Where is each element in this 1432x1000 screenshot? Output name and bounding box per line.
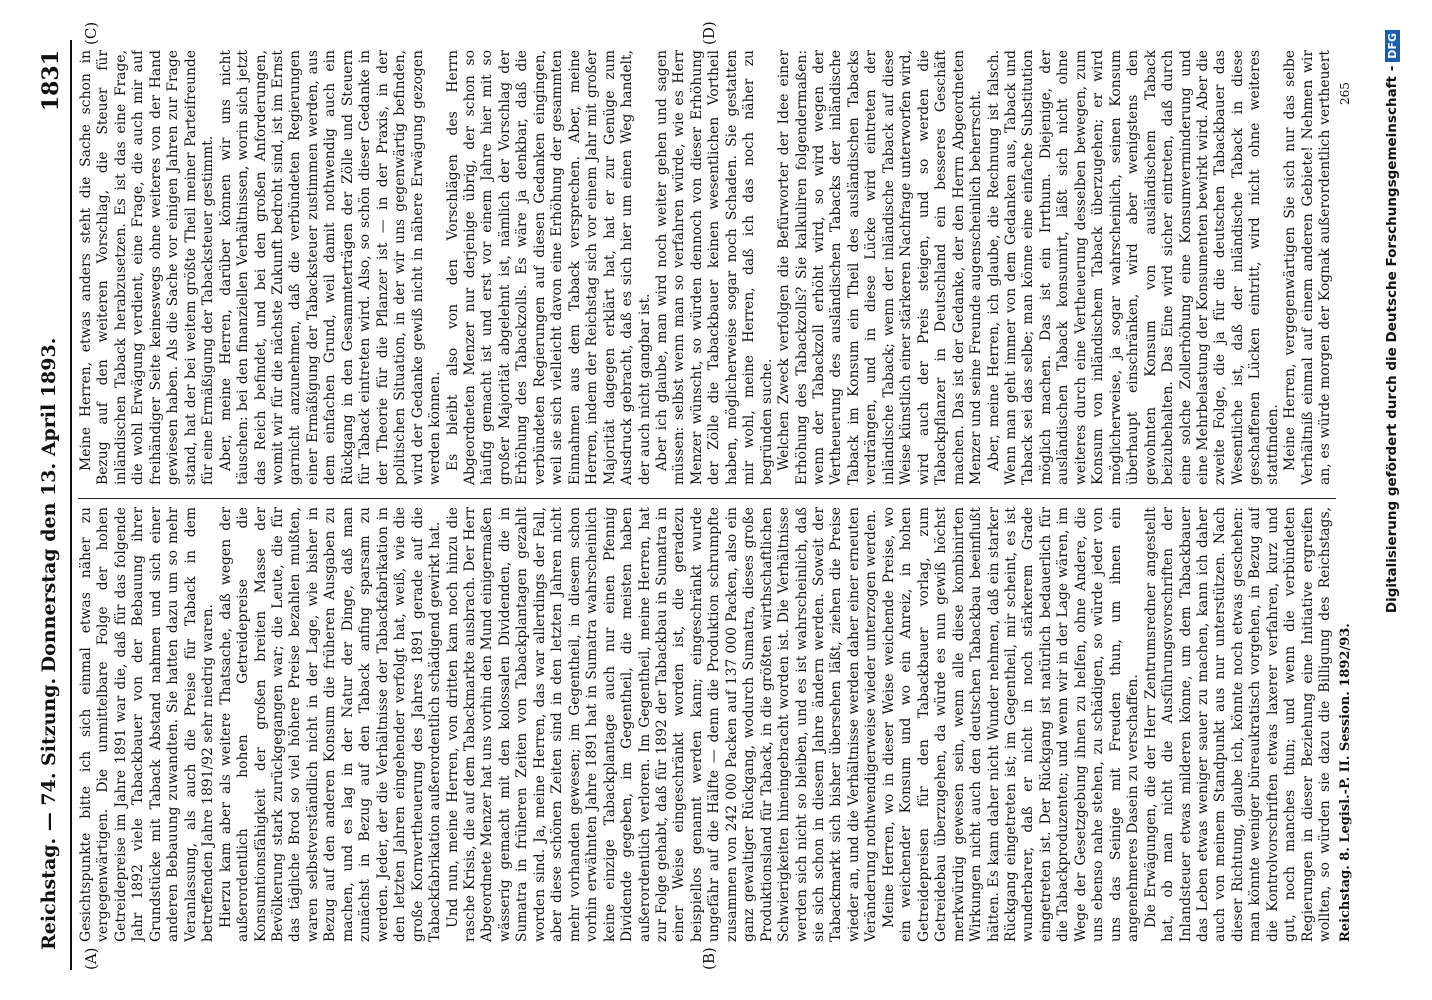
header-page-number: 1831: [38, 50, 64, 112]
left-paragraph-4: Meine Herren, wo in dieser Weise weichende Preise, wo ein weichender Konsum und wo ein Anreiz, in hohen Getreidepreisen für den Tabackbauer vorlag, zum Getreidebau überzugehen, da würde es nun gewiß höchst merkwürdig gewesen sein, wenn alle diese kombinirten Wirkungen nicht auch den deutschen Tabackbau beeinflußt hätten. Es kann daher nicht Wunder nehmen, daß ein starker Rückgang eingetreten ist; im Gegentheil, mir scheint, es ist wunderbarer, daß er nicht in noch stärkerem Grade eingetreten ist. Der Rückgang ist natürlich bedauerlich für die Tabackproduzenten; und wenn wir in der Lage wären, im Wege der Gesetzgebung ihnen zu helfen, ohne Andere, die uns ebenso nahe stehen, zu schädigen, so würde jeder von uns das Seinige mit Freuden thun, um ihnen ein angenehmeres Dasein zu verschaffen.: [880, 507, 1142, 942]
right-paragraph-3: Es bleibt also von den Vorschlägen des Herrn Abgeordneten Menzer nur derjenige übrig, der schon so häufig gemacht ist und erst vor einem Jahre hier mit so großer Majorität abgelehnt ist, nämlich der Vorschlag der Erhöhung des Tabackzolls. Es wäre ja denkbar, daß die verbündeten Regierungen auf diesen Gedanken eingingen, weil sie sich vielleicht davon eine Erhöhung der gesammten Einnahmen aus dem Taback versprechen. Aber, meine Herren, indem der Reichstag sich vor einem Jahr mit großer Majorität dagegen erklärt hat, hat er zur Genüge zum Ausdruck gebracht, daß es sich hier um einen Weg handelt, der auch nicht gangbar ist.: [444, 50, 653, 485]
margin-marker-a: (A): [82, 947, 100, 970]
left-paragraph-5: Die Erwägungen, die der Herr Zentrumsredner angestellt hat, ob man nicht die Ausführungsvorschriften der Inlandsteuer etwas milderen könne, um dem Tabackbauer das Leben etwas weniger sauer zu machen, kann ich daher auch von meinem Standpunkt aus nur unterstützen. Nach dieser Richtung, glaube ich, könnte noch etwas geschehen: man könnte weniger büreaukratisch vorgehen, in Bezug auf die Kontrolvorschriften etwas laxerer verfahren, kurz und gut, noch manches thun; und wenn die verbündeten Regierungen in dieser Beziehung eine Initiative ergreifen wollten, so würden sie dazu die Billigung des Reichstags,: [1142, 507, 1334, 942]
footer-page-number: 265: [1338, 82, 1352, 105]
margin-marker-b: (B): [700, 947, 718, 970]
left-paragraph-3: Und nun, meine Herren, von dritten kam noch hinzu die rasche Krisis, die auf dem Tabackmarkte ausbrach. Der Herr Abgeordnete Menzer hat uns vorhin den Mund einigermaßen wässerig gemacht mit den kolossalen Dividenden, die in Sumatra in früheren Zeiten von Tabackplantagen gezahlt worden sind. Ja, meine Herren, das war allerdings der Fall, aber diese schönen Zeiten sind in den letzten Jahren nicht mehr vorhanden gewesen; im Gegentheil, in diesem schon vorhin erwähnten Jahre 1891 hat in Sumatra wahrscheinlich keine einzige Tabackplantage auch nur einen Pfennig Dividende gegeben, im Gegentheil, die meisten haben außerordentlich verloren. Im Gegentheil, meine Herren, hat zur Folge gehabt, daß für 1892 der Tabackbau in Sumatra in einer Weise eingeschränkt worden ist, die geradezu beispiellos genannt werden kann; eingeschränkt wurde ungefähr auf die Hälfte — denn die Produktion schrumpfte zusammen von 242 000 Packen auf 137 000 Packen, also ein ganz gewaltiger Rückgang, wodurch Sumatra, dieses große Produktionsland für Taback, in die größten wirthschaftlichen Schwierigkeiten hineingebracht worden ist. Die Verhältnisse werden sich nicht so bleiben, und es ist wahrscheinlich, daß sie sich schon in diesem Jahre ändern werden. Soweit der Tabackmarkt sich bisher übersehen läßt, ziehen die Preise wieder an, und die Verhältnisse werden daher einer erneuten Veränderung nothwendigerweise wieder unterzogen werden.: [444, 507, 880, 942]
margin-marker-c: (C): [82, 21, 100, 45]
left-paragraph-2: Hierzu kam aber als weitere Thatsache, daß wegen der außerordentlich hohen Getreidepreise die Konsumtionsfähigkeit der großen breiten Masse der Bevölkerung stark zurückgegangen war; die Leute, die für das tägliche Brod so viel höhere Preise bezahlen mußten, waren selbstverständlich nicht in der Lage, wie bisher in Bezug auf den anderen Konsum die früheren Ausgaben zu machen, und es lag in der Natur der Dinge, daß man zunächst in Bezug auf den Taback anfing sparsam zu werden. Jeder, der die Verhältnisse der Tabackfabrikation in den letzten Jahren eingehender verfolgt hat, weiß, wie die große Kornvertheuerung des Jahres 1891 gerade auf die Tabackfabrikation außerordentlich schädigend gewirkt hat.: [217, 507, 444, 942]
dfg-logo: DFG: [1385, 30, 1400, 62]
left-text-column: [78, 507, 1336, 942]
left-paragraph-1: Gesichtspunkte bitte ich sich einmal etwas näher zu vergegenwärtigen. Die unmittelbare Folge der hohen Getreidepreise im Jahre 1891 war die, daß für das folgende Jahr 1892 viele Tabackbauer von der Bebauung ihrer Grundstücke mit Taback Abstand nahmen und sich einer anderen Bebauung zuwandten. Sie hatten dazu um so mehr Veranlassung, als auch die Preise für Taback in dem betreffenden Jahre 1891/92 sehr niedrig waren.: [78, 507, 217, 942]
right-paragraph-5: Welchen Zweck verfolgen die Befürworter der Idee einer Erhöhung des Tabackzolls? Sie kalkuliren folgendermaßen: wenn der Tabackzoll erhöht wird, so wird wegen der Vertheuerung des ausländischen Tabacks der inländische Taback im Konsum ein Theil des ausländischen Tabacks verdrängen, und in diese Lücke wird eintreten der inländische Taback; wenn der inländische Taback auf diese Weise künstlich einer stärkeren Nachfrage unterworfen wird, wird auch der Preis steigen, und so werden die Tabackpflanzer in Deutschland ein besseres Geschäft machen. Das ist der Gedanke, der den Herrn Abgeordneten Menzer und seine Freunde augenscheinlich beherrscht.: [776, 50, 985, 485]
digitization-text: Digitalisierung gefördert durch die Deutsche Forschungsgemeinschaft -: [1384, 65, 1400, 614]
right-paragraph-2: Aber, meine Herren, darüber können wir uns nicht täuschen: bei den finanziellen Verhältnissen, worin sich jetzt das Reich befindet, und bei den großen Anforderungen, womit wir für die nächste Zukunft bedroht sind, ist im Ernst garnicht anzunehmen, daß die verbündeten Regierungen einer Ermäßigung der Tabacksteuer zustimmen werden, aus dem einfachen Grund, weil damit nothwendig auch ein Rückgang in den Gesammterträgen der Zölle und Steuern für Taback eintreten wird. Also, so schön dieser Gedanke in der Theorie für die Pflanzer ist — in der Praxis, in der politischen Situation, in der wir uns gegenwärtig befinden, wird der Gedanke gewiß nicht in nähere Erwägung gezogen werden können.: [217, 50, 444, 485]
right-paragraph-6: Aber, meine Herren, ich glaube, die Rechnung ist falsch. Wenn man geht immer von dem Gedanken aus, Taback und Taback sei das selbe; man könne eine einfache Substitution möglich machen. Das ist ein Irrthum. Diejenige, der ausländischen Taback konsumirt, läßt sich nicht ohne weiteres durch eine Vertheuerung desselben bewegen, zum Konsum von inländischem Taback überzugehen; er wird möglicherweise, ja sogar wahrscheinlich, seinen Konsum überhaupt einschränken, wird aber wenigstens den gewohnten Konsum von ausländischem Taback beizubehalten. Das Eine wird sicher eintreten, daß durch eine solche Zollerhöhung eine Konsumverminderung und eine Mehrbelastung der Konsumenten bewirkt wird. Aber die zweite Folge, die ja für die deutschen Tabackbauer das Wesentliche ist, daß der inländische Taback in diese geschaffenen Lücken eintritt, wird nicht ohne weiteres stattfinden.: [985, 50, 1281, 485]
header-date: Donnerstag den 13. April 1893.: [38, 337, 60, 673]
digitization-notice: [1384, 30, 1400, 970]
right-paragraph-1: Meine Herren, etwas anders steht die Sache schon in Bezug auf den weiteren Vorschlag, die Steuer für inländischen Taback herabzusetzen. Es ist das eine Frage, die wohl Erwägung verdient, eine Frage, die auch mir auf freihändiger Seite keineswegs ohne weiteres von der Hand gewiesen haben. Als die Sache vor einigen Jahren zur Frage stand, hat der bei weitem größte Theil meiner Parteifreunde für eine Ermäßigung der Tabacksteuer gestimmt.: [78, 50, 217, 485]
footer-source: Reichstag. 8. Legisl.-P. II. Session. 1892/93.: [1338, 623, 1353, 942]
right-paragraph-7: Meine Herren, vergegenwärtigen Sie sich nur das selbe Verhältniß einmal auf einem anderen Gebiete! Nehmen wir an, es würde morgen der Kognak außerordentlich vertheuert: [1282, 50, 1334, 485]
right-text-column: [78, 50, 1336, 485]
header-session: Reichstag. — 74. Sitzung.: [38, 677, 60, 950]
page-header: [38, 40, 68, 970]
right-paragraph-4: Aber ich glaube, man wird noch weiter gehen und sagen müssen: selbst wenn man so verfahren würde, wie es Herr Menzer wünscht, so würden dennoch von dieser Erhöhung der Zölle die Tabackbauer keinen wesentlichen Vortheil haben, möglicherweise sogar noch Schaden. Sie gestatten mir wohl, meine Herren, daß ich das noch näher zu begründen suche.: [653, 50, 775, 485]
header-rule: [70, 40, 72, 970]
column-divider: [78, 498, 1336, 499]
margin-marker-d: (D): [700, 21, 718, 45]
